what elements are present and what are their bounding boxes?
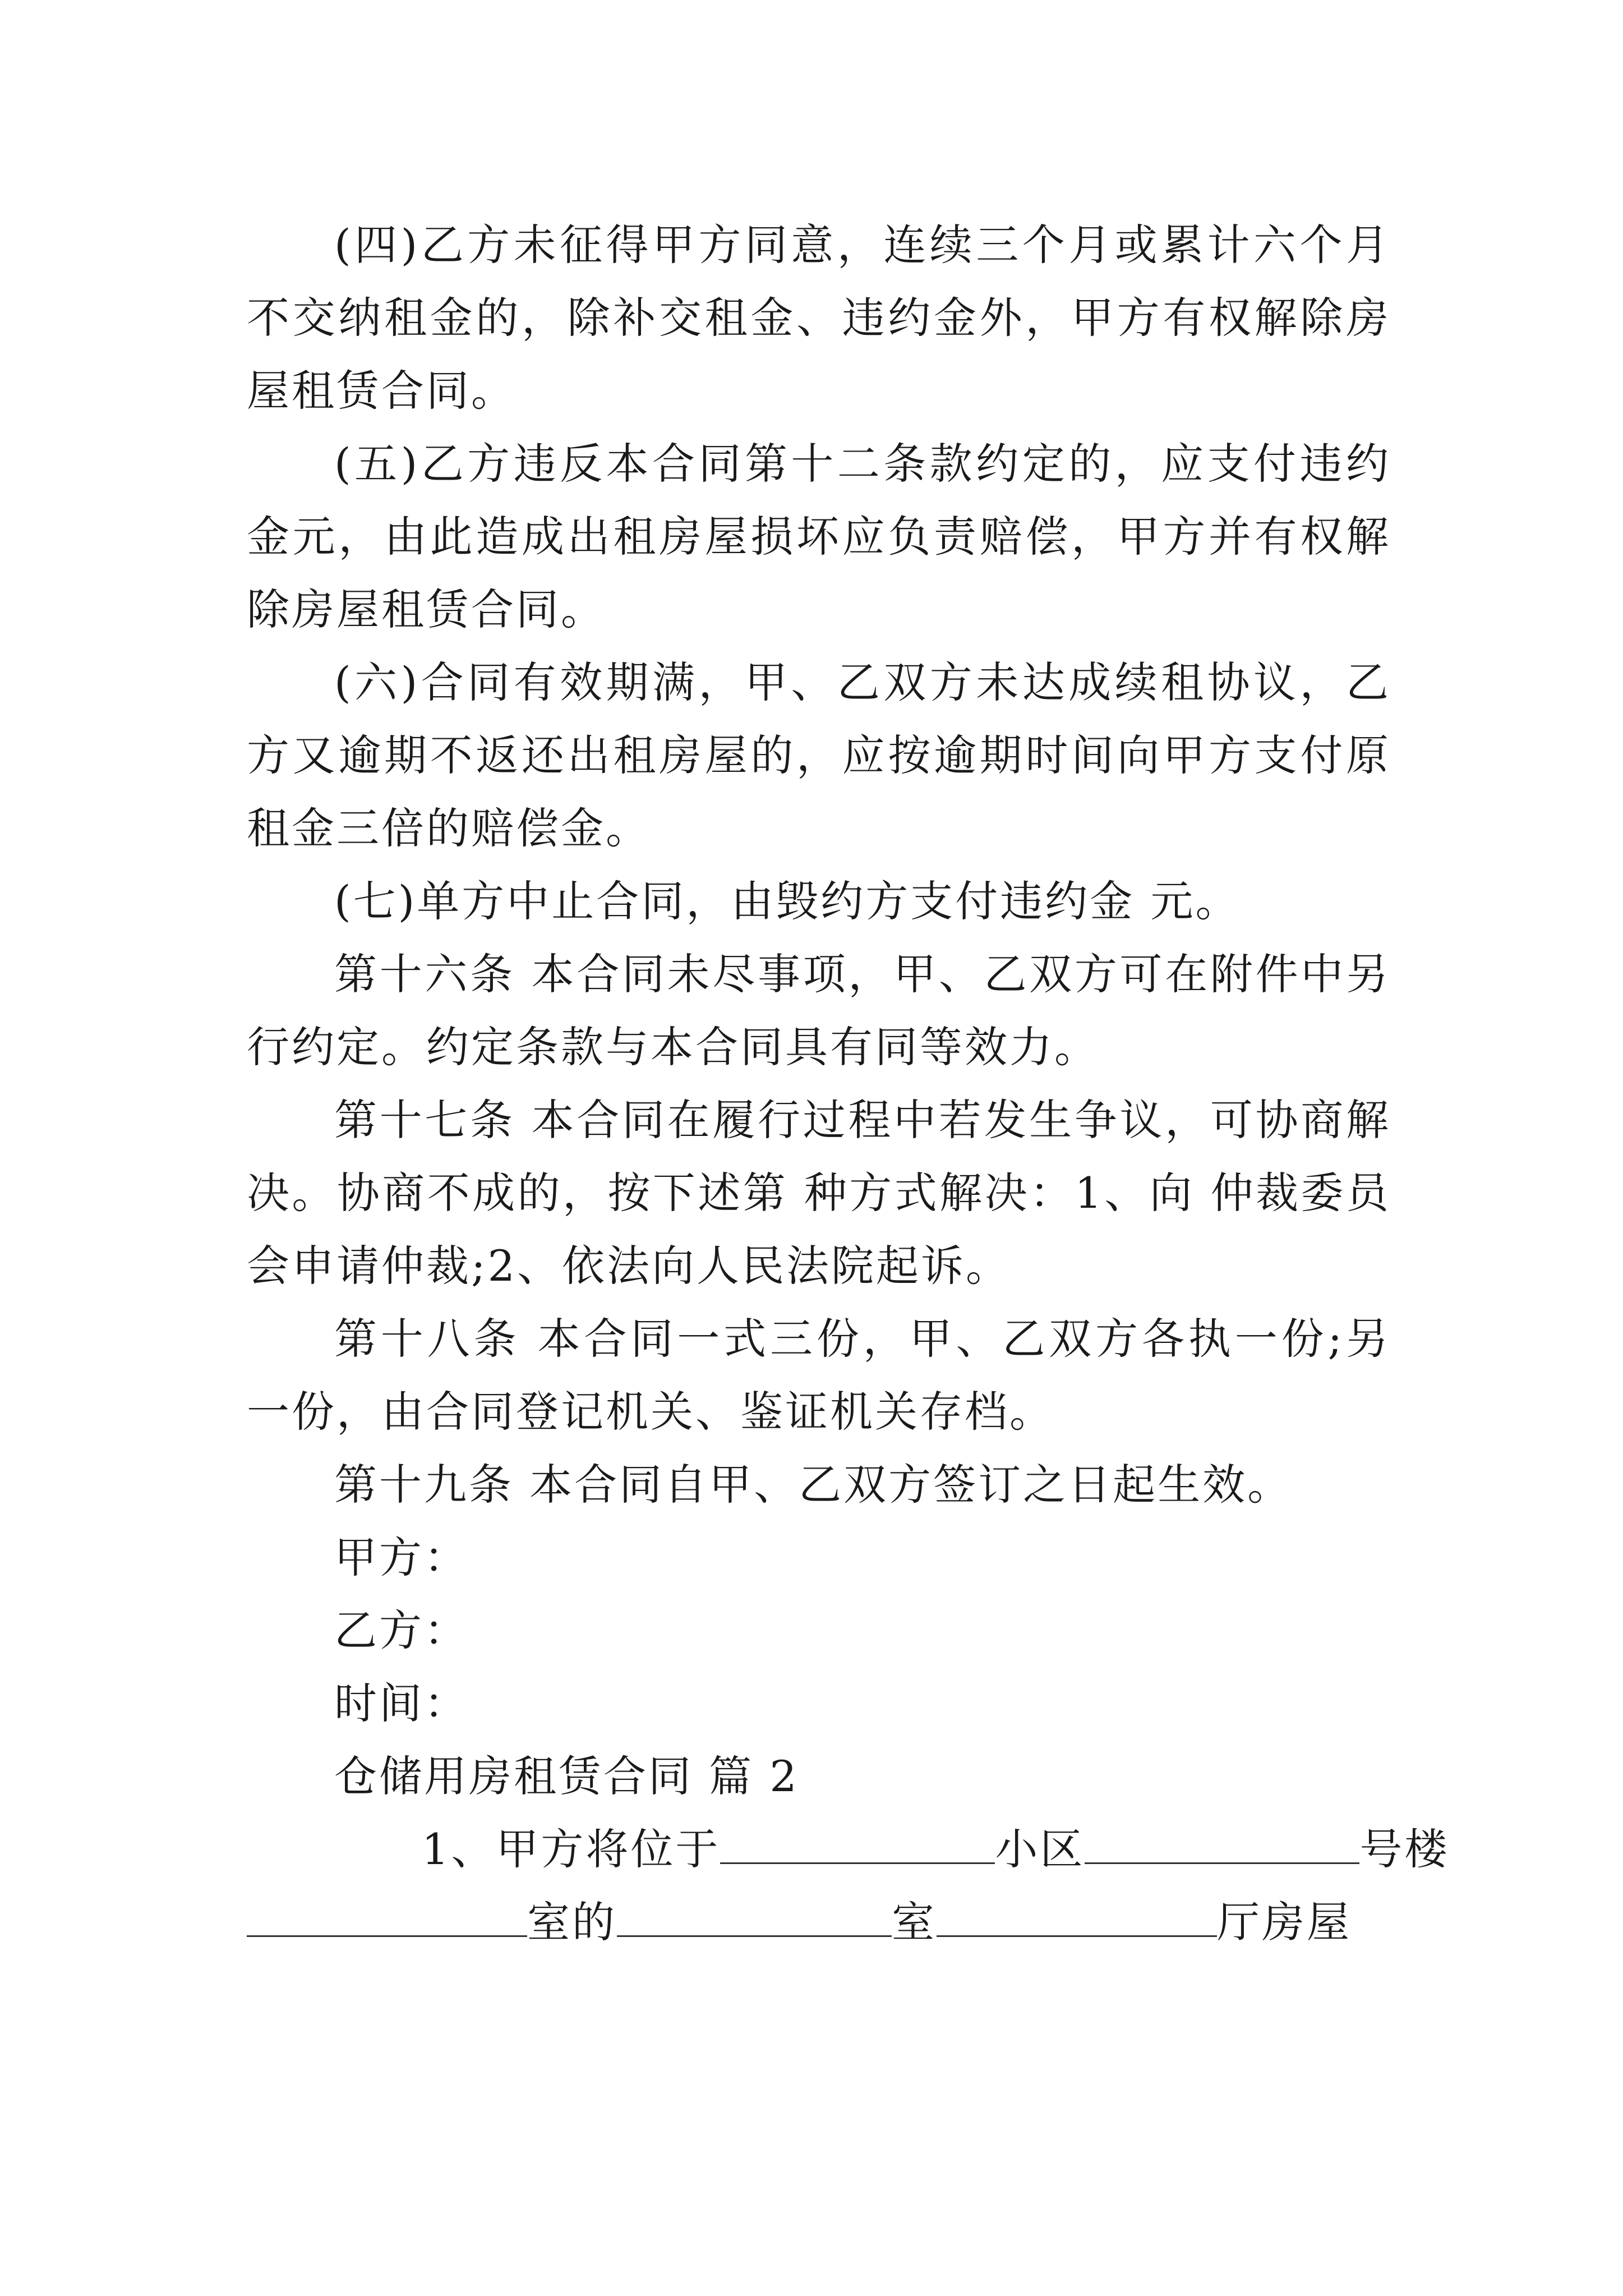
paragraph-article-19: 第十九条 本合同自甲、乙双方签订之日起生效。 xyxy=(334,1460,1293,1510)
paragraph-article-16: 第十六条 本合同未尽事项，甲、乙双方可在附件中另行约定。约定条款与本合同具有同等效力。 xyxy=(247,949,1391,1072)
blank-hall[interactable] xyxy=(937,1898,1217,1937)
signature-party-a: 甲方： xyxy=(334,1533,469,1582)
paragraph-article-17: 第十七条 本合同在履行过程中若发生争议，可协商解决。协商不成的，按下述第 种方式解决：1、向 仲裁委员会申请仲裁;2、依法向人民法院起诉。 xyxy=(247,1095,1391,1291)
paragraph-clause-4: (四)乙方未征得甲方同意，连续三个月或累计六个月不交纳租金的，除补交租金、违约金外，甲方有权解除房屋租赁合同。 xyxy=(247,220,1391,416)
paragraph-article-18: 第十八条 本合同一式三份，甲、乙双方各执一份;另一份，由合同登记机关、鉴证机关存档。 xyxy=(247,1314,1391,1437)
clause-1-line-2 xyxy=(247,1886,1391,1959)
blank-building[interactable] xyxy=(247,1898,527,1937)
clause-1-line-1 xyxy=(247,1813,1450,1886)
signature-party-b: 乙方： xyxy=(334,1605,469,1655)
clause-1-room-of: 室的 xyxy=(527,1897,617,1947)
clause-1-building: 号楼 xyxy=(1359,1824,1450,1874)
section-title: 仓储用房租赁合同 篇 2 xyxy=(334,1751,799,1801)
signature-time: 时间： xyxy=(334,1678,469,1728)
blank-room[interactable] xyxy=(617,1898,892,1937)
paragraph-clause-6: (六)合同有效期满，甲、乙双方未达成续租协议，乙方又逾期不返还出租房屋的，应按逾期时间向甲方支付原租金三倍的赔偿金。 xyxy=(247,657,1391,853)
clause-1-room: 室 xyxy=(892,1897,937,1947)
document-body xyxy=(247,209,1450,1959)
clause-1-hall-house: 厅房屋 xyxy=(1217,1897,1352,1947)
blank-location[interactable] xyxy=(720,1825,995,1864)
clause-1-community: 小区 xyxy=(995,1824,1085,1874)
clause-1-prefix: 1、甲方将位于 xyxy=(422,1824,721,1874)
paragraph-clause-7: (七)单方中止合同，由毁约方支付违约金 元。 xyxy=(334,876,1241,926)
blank-community[interactable] xyxy=(1085,1825,1359,1864)
paragraph-clause-5: (五)乙方违反本合同第十二条款约定的，应支付违约金元，由此造成出租房屋损坏应负责赔偿，甲方并有权解除房屋租赁合同。 xyxy=(247,439,1391,634)
